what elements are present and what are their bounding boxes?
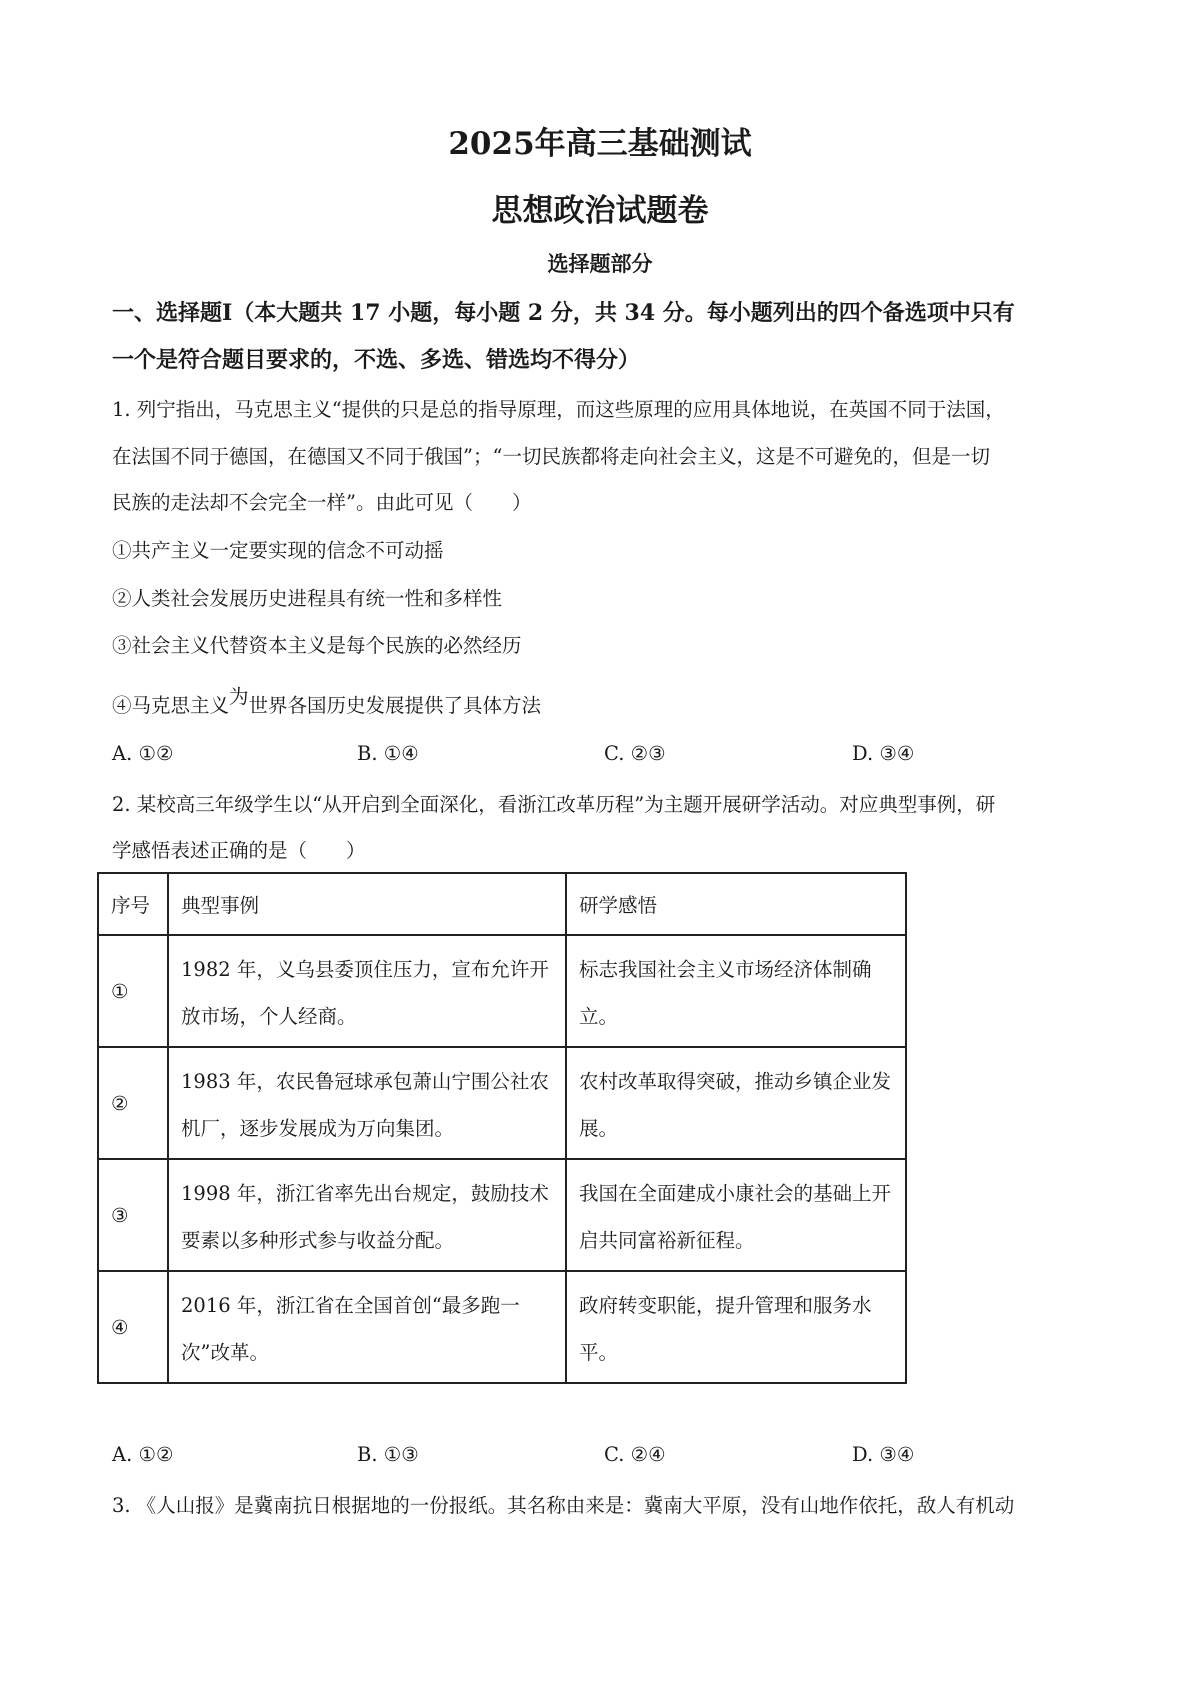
q2-option-a: A. ①② bbox=[112, 1443, 174, 1466]
q1-stem-line-2: 在法国不同于德国，在德国又不同于俄国”；“一切民族都将走向社会主义，这是不可避免的，但是一切 bbox=[112, 445, 990, 468]
q2-table bbox=[97, 872, 907, 1384]
table-header-number: 序号 bbox=[98, 873, 168, 935]
insight-text: 农村改革取得突破，推动乡镇企业发展。 bbox=[579, 1070, 892, 1140]
q2-option-b: B. ①③ bbox=[357, 1443, 419, 1466]
q1-statement-4-part-c: 世界各国历史发展提供了具体方法 bbox=[248, 694, 542, 717]
exam-subject-title: 思想政治试题卷 bbox=[491, 193, 709, 229]
q1-option-c: C. ②③ bbox=[604, 742, 666, 765]
table-row bbox=[98, 935, 906, 1047]
q2-option-c: C. ②④ bbox=[604, 1443, 666, 1466]
q1-statement-4-raised-char: 为 bbox=[229, 685, 249, 708]
q1-statement-3: ③社会主义代替资本主义是每个民族的必然经历 bbox=[112, 634, 522, 657]
exam-title: 2025年高三基础测试 bbox=[448, 126, 752, 162]
q1-stem-line-3: 民族的走法却不会完全一样”。由此可见（ ） bbox=[112, 491, 532, 514]
case-text: 2016 年，浙江省在全国首创“最多跑一次”改革。 bbox=[181, 1294, 520, 1364]
part-title: 选择题部分 bbox=[547, 251, 653, 276]
q1-stem-line-1: 1. 列宁指出，马克思主义“提供的只是总的指导原理，而这些原理的应用具体地说，在英国不同于法国， bbox=[112, 398, 1005, 421]
insight-text: 政府转变职能，提升管理和服务水平。 bbox=[579, 1294, 872, 1364]
table-cell-number: ③ bbox=[98, 1159, 168, 1271]
q1-statement-2: ②人类社会发展历史进程具有统一性和多样性 bbox=[112, 587, 503, 610]
case-text: 1983 年，农民鲁冠球承包萧山宁围公社农机厂，逐步发展成为万向集团。 bbox=[181, 1070, 549, 1140]
table-cell-case bbox=[168, 935, 566, 1047]
case-text: 1982 年，义乌县委顶住压力，宣布允许开放市场，个人经商。 bbox=[181, 958, 549, 1028]
table-header-case: 典型事例 bbox=[168, 873, 566, 935]
insight-text: 标志我国社会主义市场经济体制确立。 bbox=[579, 958, 872, 1028]
table-cell-insight bbox=[566, 1047, 906, 1159]
q1-option-b: B. ①④ bbox=[357, 742, 419, 765]
section-heading-line-2: 一个是符合题目要求的，不选、多选、错选均不得分） bbox=[112, 347, 641, 373]
q1-option-a: A. ①② bbox=[112, 742, 174, 765]
q3-stem-line-1: 3. 《人山报》是冀南抗日根据地的一份报纸。其名称由来是：冀南大平原，没有山地作依托，敌人有机动 bbox=[112, 1494, 1015, 1517]
table-cell-number: ② bbox=[98, 1047, 168, 1159]
q2-option-d: D. ③④ bbox=[852, 1443, 915, 1466]
q1-statement-4 bbox=[112, 685, 542, 718]
table-cell-case bbox=[168, 1271, 566, 1383]
table-cell-number: ① bbox=[98, 935, 168, 1047]
q2-stem-line-2: 学感悟表述正确的是（ ） bbox=[112, 839, 366, 862]
q1-statement-1: ①共产主义一定要实现的信念不可动摇 bbox=[112, 539, 444, 562]
section-heading-line-1: 一、选择题Ⅰ（本大题共 17 小题，每小题 2 分，共 34 分。每小题列出的四个备选项中只有 bbox=[112, 300, 1015, 326]
table-row bbox=[98, 1159, 906, 1271]
table-cell-insight bbox=[566, 1271, 906, 1383]
q2-stem-line-1: 2. 某校高三年级学生以“从开启到全面深化，看浙江改革历程”为主题开展研学活动。对应典型事例，研 bbox=[112, 793, 996, 816]
table-row bbox=[98, 1271, 906, 1383]
table-cell-case bbox=[168, 1047, 566, 1159]
table-cell-number: ④ bbox=[98, 1271, 168, 1383]
table-cell-insight bbox=[566, 1159, 906, 1271]
table-cell-case bbox=[168, 1159, 566, 1271]
table-header-row bbox=[98, 873, 906, 935]
q1-option-d: D. ③④ bbox=[852, 742, 915, 765]
table-header-insight: 研学感悟 bbox=[566, 873, 906, 935]
q1-statement-4-part-a: ④马克思主义 bbox=[112, 694, 230, 717]
case-text: 1998 年，浙江省率先出台规定，鼓励技术要素以多种形式参与收益分配。 bbox=[181, 1182, 549, 1252]
table-cell-insight bbox=[566, 935, 906, 1047]
insight-text: 我国在全面建成小康社会的基础上开启共同富裕新征程。 bbox=[579, 1182, 892, 1252]
table-row bbox=[98, 1047, 906, 1159]
